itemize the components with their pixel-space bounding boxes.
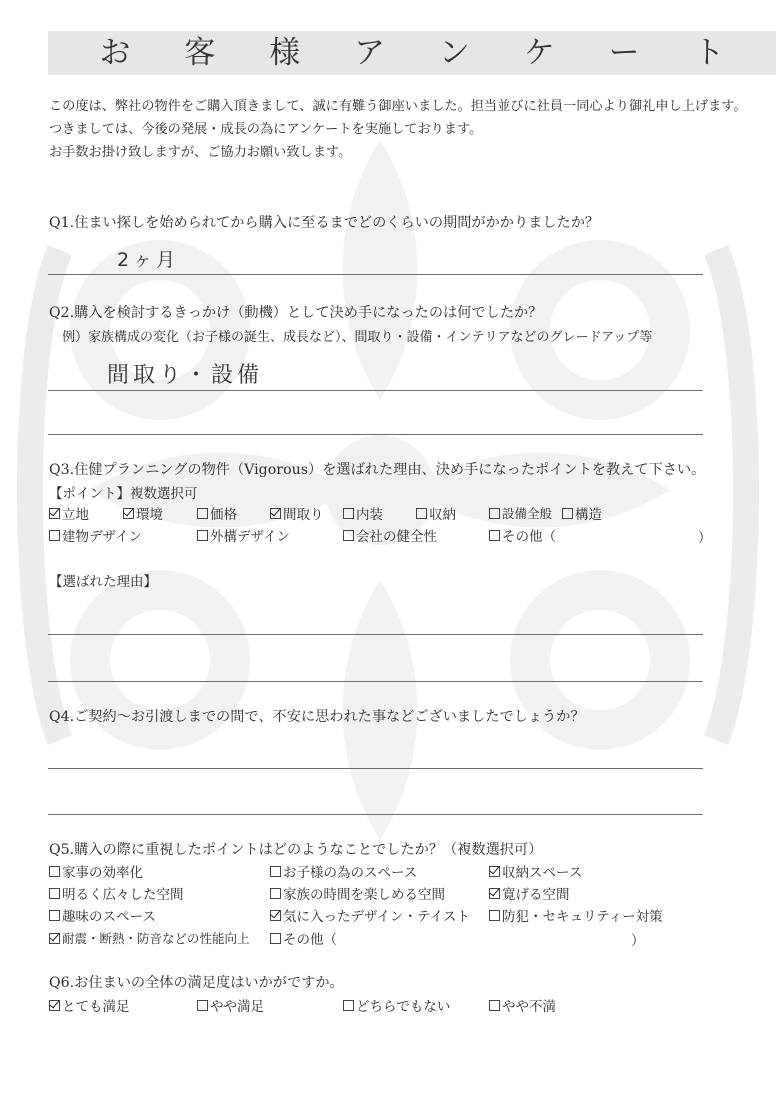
q5-option-shumi[interactable]: 趣味のスペース	[49, 906, 156, 924]
q3-option-setsubi[interactable]: 設備全般	[489, 504, 552, 522]
checkbox-icon[interactable]	[343, 1000, 354, 1011]
checkbox-icon[interactable]	[49, 866, 60, 877]
q6-option-yaya-fuman[interactable]: やや不満	[489, 996, 556, 1014]
q3-points-label: 【ポイント】複数選択可	[49, 486, 198, 502]
q3-option-madori[interactable]: 間取り	[270, 504, 324, 522]
q5-option-kutsurogeru[interactable]: 寛げる空間	[489, 884, 570, 902]
checkbox-icon[interactable]	[489, 508, 500, 519]
q4-answer-line-2	[48, 814, 703, 815]
q3-option-kakaku[interactable]: 価格	[197, 504, 237, 522]
checkbox-icon[interactable]	[197, 530, 208, 541]
q3-option-shuno[interactable]: 収納	[416, 504, 456, 522]
q5-option-shuno-space[interactable]: 収納スペース	[489, 862, 582, 880]
checkbox-icon[interactable]	[343, 530, 354, 541]
q3-reason-label: 【選ばれた理由】	[49, 574, 157, 590]
q5-other-close: ）	[631, 933, 645, 949]
q5-option-kaji[interactable]: 家事の効率化	[49, 862, 143, 880]
checkbox-icon[interactable]	[270, 866, 281, 877]
q3-option-kankyo[interactable]: 環境	[123, 504, 163, 522]
checkbox-icon[interactable]	[49, 910, 60, 921]
q5-option-akaruku[interactable]: 明るく広々した空間	[49, 884, 184, 902]
checkbox-icon[interactable]	[562, 508, 573, 519]
q1-question: Q1.住まい探しを始められてから購入に至るまでどのくらいの期間がかかりましたか？	[49, 215, 600, 231]
q6-question: Q6.お住まいの全体の満足度はいかがですか。	[49, 975, 344, 991]
checkbox-icon[interactable]	[270, 910, 281, 921]
checkbox-icon[interactable]	[489, 888, 500, 899]
intro-line-1: この度は、弊社の物件をご購入頂きまして、誠に有難う御座いました。担当並びに社員一同心より御礼申し上げます。	[49, 99, 747, 114]
q3-option-naiso[interactable]: 内装	[343, 504, 383, 522]
checkbox-icon[interactable]	[489, 910, 500, 921]
q2-question: Q2.購入を検討するきっかけ（動機）として決め手になったのは何でしたか？	[49, 305, 543, 321]
q3-reason-line-1	[48, 634, 703, 635]
q3-option-ritchi[interactable]: 立地	[49, 504, 89, 522]
q6-option-totemo-manzoku[interactable]: とても満足	[49, 996, 130, 1014]
q6-option-dochira[interactable]: どちらでもない	[343, 996, 450, 1014]
q3-option-sonota[interactable]: その他（	[489, 526, 556, 544]
q5-option-design-taste[interactable]: 気に入ったデザイン・テイスト	[270, 906, 470, 924]
checkbox-icon[interactable]	[343, 508, 354, 519]
checkbox-icon[interactable]	[270, 933, 281, 944]
checkbox-icon[interactable]	[49, 1000, 60, 1011]
q3-question: Q3.住健プランニングの物件（Vigorous）を選ばれた理由、決め手になったポイントを教えて下さい。	[49, 462, 706, 478]
checkbox-icon[interactable]	[416, 508, 427, 519]
checkbox-icon[interactable]	[197, 1000, 208, 1011]
q3-option-tatemono-design[interactable]: 建物デザイン	[49, 526, 142, 544]
checkbox-icon[interactable]	[123, 508, 134, 519]
checkbox-icon[interactable]	[49, 888, 60, 899]
q2-answer-line-1	[48, 390, 703, 391]
q6-option-yaya-manzoku[interactable]: やや満足	[197, 996, 264, 1014]
q2-answer[interactable]: 間取り・設備	[107, 363, 264, 388]
checkbox-icon[interactable]	[489, 530, 500, 541]
q5-option-kazoku-jikan[interactable]: 家族の時間を楽しめる空間	[270, 884, 445, 902]
q3-option-kenzensei[interactable]: 会社の健全性	[343, 526, 437, 544]
q1-answer-line	[48, 274, 703, 275]
intro-line-2: つきましては、今後の発展・成長の為にアンケートを実施しております。	[49, 122, 483, 137]
q3-reason-line-2	[48, 681, 703, 682]
checkbox-icon[interactable]	[270, 508, 281, 519]
q3-option-kozo[interactable]: 構造	[562, 504, 602, 522]
q1-answer[interactable]: 2ヶ月	[117, 249, 180, 271]
checkbox-icon[interactable]	[197, 508, 208, 519]
checkbox-icon[interactable]	[270, 888, 281, 899]
q4-question: Q4.ご契約～お引渡しまでの間で、不安に思われた事などございましたでしょうか？	[49, 709, 585, 725]
q2-example: 例）家族構成の変化（お子様の誕生、成長など）、間取り・設備・インテリアなどのグレードアップ等	[62, 330, 653, 345]
q4-answer-line-1	[48, 768, 703, 769]
q5-question: Q5.購入の際に重視したポイントはどのようなことでしたか？（複数選択可）	[49, 842, 543, 858]
checkbox-icon[interactable]	[489, 1000, 500, 1011]
q5-option-kodomo[interactable]: お子様の為のスペース	[270, 862, 417, 880]
q3-option-gaiko-design[interactable]: 外構デザイン	[197, 526, 290, 544]
q5-option-bohan[interactable]: 防犯・セキュリティー対策	[489, 906, 663, 924]
q2-answer-line-2	[48, 434, 703, 435]
q3-other-close: ）	[698, 530, 712, 546]
checkbox-icon[interactable]	[49, 530, 60, 541]
checkbox-icon[interactable]	[49, 508, 60, 519]
q5-option-taishin[interactable]: 耐震・断熱・防音などの性能向上	[49, 929, 250, 947]
intro-line-3: お手数お掛け致しますが、ご協力お願い致します。	[49, 145, 352, 160]
q5-option-sonota[interactable]: その他（	[270, 929, 337, 947]
checkbox-icon[interactable]	[489, 866, 500, 877]
page-title: お 客 様 ア ン ケ ー ト	[99, 35, 747, 71]
checkbox-icon[interactable]	[49, 933, 60, 944]
